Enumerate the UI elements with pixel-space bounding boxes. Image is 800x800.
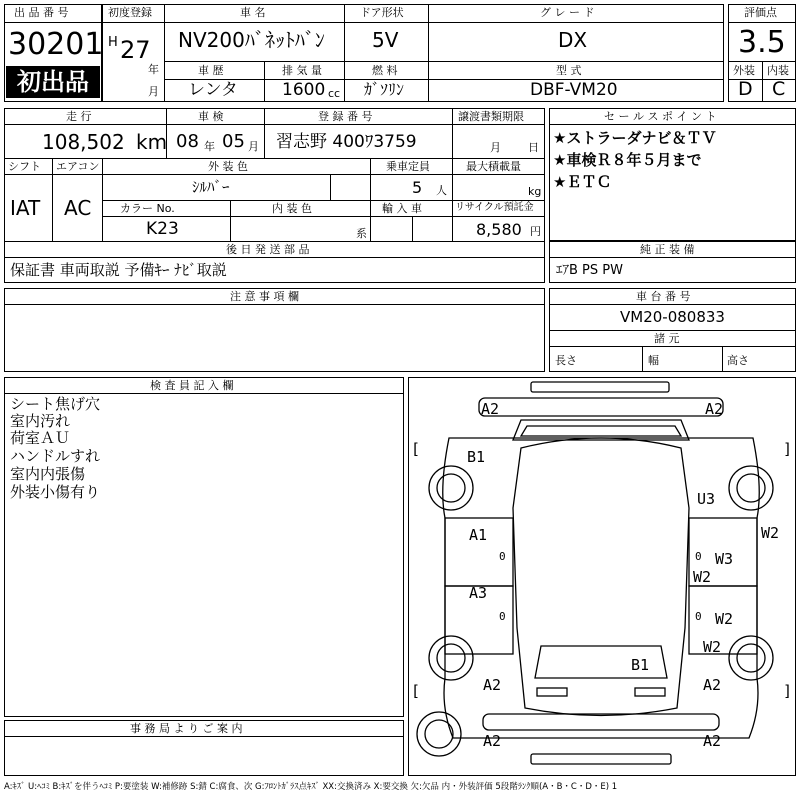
- mark-roof-rear: B1: [631, 656, 650, 674]
- door-label: ドア形状: [360, 6, 404, 19]
- later-parts-label: 後 日 発 送 部 品: [226, 243, 310, 256]
- mileage-label: 走 行: [66, 110, 92, 123]
- model-label: 型 式: [556, 64, 582, 77]
- windshield-shape: [513, 420, 689, 440]
- car-name-label: 車 名: [240, 6, 266, 19]
- load-unit: kg: [528, 185, 542, 198]
- grade: DX: [558, 28, 588, 52]
- mark-rear-bumper-left: A2: [483, 732, 502, 750]
- mark-right-door-w2: W2: [693, 568, 712, 586]
- car-outline-svg: [409, 378, 795, 775]
- color-no: K23: [146, 219, 179, 239]
- mark-zero-2: 0: [695, 550, 702, 563]
- int-grade-label: 内装: [767, 64, 789, 77]
- year-unit: 年: [148, 63, 159, 76]
- notes-label: 注 意 事 項 欄: [230, 290, 299, 303]
- fuel-label: 燃 料: [372, 64, 398, 77]
- sales-points-label: セ ー ル ス ポ イ ン ト: [604, 110, 717, 123]
- front-panel-shape: [479, 398, 723, 416]
- history-label: 車 歴: [198, 64, 224, 77]
- model: DBF-VM20: [530, 80, 618, 100]
- capacity: 5: [412, 178, 423, 197]
- era: H: [108, 35, 118, 50]
- first-reg-year: 27: [120, 36, 151, 64]
- capacity-label: 乗車定員: [386, 160, 430, 173]
- transfer-month-unit: 月: [490, 141, 501, 154]
- import-label: 輸 入 車: [382, 202, 422, 215]
- mark-rear-left: A2: [483, 676, 502, 694]
- capacity-unit: 人: [436, 184, 447, 197]
- insp-month-unit: 月: [248, 140, 259, 153]
- mark-left-fender: B1: [467, 448, 486, 466]
- door-type: 5V: [372, 28, 399, 52]
- mark-rear-bumper-right: A2: [703, 732, 722, 750]
- mark-rear-right: A2: [703, 676, 722, 694]
- wheel-front-right-shape: [729, 466, 773, 510]
- rear-bumper-shape: [483, 714, 719, 730]
- score: 3.5: [738, 25, 786, 60]
- wheel-rear-left-shape: [429, 636, 473, 680]
- chassis-number: VM20-080833: [620, 308, 725, 326]
- inspector-line-4: ハンドルすれ: [10, 447, 101, 465]
- ac-label: エアコン: [56, 160, 100, 173]
- mark-front-right: A2: [705, 400, 724, 418]
- bracket-right-bottom: ]: [783, 682, 793, 700]
- mark-zero-3: 0: [499, 610, 506, 623]
- interior-suffix: 系: [356, 227, 367, 240]
- shift: IAT: [10, 196, 41, 220]
- ext-grade: D: [738, 78, 753, 100]
- inspector-line-2: 室内汚れ: [10, 412, 71, 430]
- int-grade: C: [772, 78, 786, 100]
- transfer-day-unit: 日: [528, 141, 539, 154]
- transfer-label: 譲渡書類期限: [458, 110, 524, 123]
- mileage: 108,502: [42, 130, 125, 154]
- inspector-line-1: シート焦げ穴: [10, 395, 101, 413]
- ext-grade-label: 外装: [733, 64, 755, 77]
- mark-front-left: A2: [481, 400, 500, 418]
- spare-wheel-shape: [417, 712, 461, 756]
- height-label: 高さ: [727, 354, 749, 367]
- inspector-line-6: 外装小傷有り: [10, 483, 101, 501]
- office-label: 事 務 局 よ り ご 案 内: [130, 722, 243, 735]
- history: レンタ: [188, 80, 238, 100]
- mark-left-rear-door: A3: [469, 584, 488, 602]
- score-label: 評価点: [744, 6, 777, 19]
- mark-right-quarter: W2: [703, 638, 722, 656]
- fuel: ｶﾞｿﾘﾝ: [364, 80, 405, 99]
- reg-label: 登 録 番 号: [318, 110, 373, 123]
- shift-label: シフト: [8, 160, 41, 173]
- mark-right-door-w3: W3: [715, 550, 734, 568]
- reg-number: 習志野 400ﾜ3759: [276, 132, 417, 152]
- bracket-left-bottom: [: [411, 682, 421, 700]
- color-no-label: カラー No.: [120, 202, 175, 215]
- recycle-label: リサイクル預託金: [455, 202, 534, 213]
- lot-number: 30201: [8, 27, 104, 62]
- bracket-right-top: ]: [783, 440, 793, 458]
- wheel-front-left-shape: [429, 466, 473, 510]
- legend-footer: A:ｷｽﾞ U:ﾍｺﾐ B:ｷｽﾞを伴うﾍｺﾐ P:要塗装 W:補修跡 S:錆 C:腐食、次 G:ﾌﾛﾝﾄｶﾞﾗｽ点ｷｽﾞ XX:交換済み X:要交換 欠:欠品 内・外装評価 5段階ﾗﾝｸ順(A・B・C・D・E) 1: [4, 782, 618, 792]
- sales-point-3: ★ＥＴＣ: [553, 173, 612, 191]
- exterior-color: ｼﾙﾊﾞｰ: [192, 178, 230, 196]
- width-label: 幅: [648, 354, 659, 367]
- chassis-label: 車 台 番 号: [636, 290, 691, 303]
- sales-point-1: ★ストラーダナビ＆ＴＶ: [553, 129, 717, 147]
- spec-label: 諸 元: [654, 332, 680, 345]
- displacement: 1600: [282, 80, 326, 100]
- roof-shape: [513, 438, 689, 716]
- yen-unit: 円: [530, 225, 541, 238]
- length-label: 長さ: [555, 354, 577, 367]
- inspection-month: 05: [222, 131, 245, 152]
- insp-year-unit: 年: [204, 140, 215, 153]
- grade-label: グ レ ー ド: [540, 6, 595, 19]
- month-unit: 月: [148, 85, 159, 98]
- mark-right-rear-door: W2: [715, 610, 734, 628]
- sales-point-2: ★車検Ｒ８年５月まで: [553, 151, 702, 169]
- lot-label: 出 品 番 号: [14, 6, 69, 19]
- load-label: 最大積載量: [466, 160, 521, 173]
- first-listing-badge: 初出品: [6, 66, 100, 98]
- inspector-line-5: 室内内張傷: [10, 465, 86, 483]
- inspection-label: 車 検: [198, 110, 224, 123]
- ac: AC: [64, 196, 92, 220]
- wheel-rear-right-shape: [729, 636, 773, 680]
- first-reg-label: 初度登録: [108, 6, 152, 19]
- car-name: NV200ﾊﾞﾈｯﾄﾊﾞﾝ: [178, 28, 325, 52]
- inspector-line-3: 荷室ＡＵ: [10, 429, 71, 447]
- inspection-year: 08: [176, 131, 199, 152]
- color-label: 外 装 色: [208, 160, 248, 173]
- cc-unit: cc: [328, 87, 341, 100]
- later-parts: 保証書 車両取説 予備ｷｰ ﾅﾋﾞ取説: [10, 261, 227, 279]
- inspector-label: 検 査 員 記 入 欄: [150, 379, 234, 392]
- mark-zero-4: 0: [695, 610, 702, 623]
- interior-color-label: 内 装 色: [272, 202, 312, 215]
- km-unit: km: [136, 130, 168, 154]
- recycle-fee: 8,580: [476, 220, 522, 239]
- front-bumper-shape: [531, 382, 669, 392]
- equipment-label: 純 正 装 備: [640, 243, 695, 256]
- mark-left-front-door: A1: [469, 526, 488, 544]
- damage-diagram: [408, 377, 796, 776]
- mark-right-fender: U3: [697, 490, 716, 508]
- mark-right-pillar: W2: [761, 524, 780, 542]
- mark-zero-1: 0: [499, 550, 506, 563]
- equipment: ｴｱB PS PW: [556, 263, 623, 278]
- bracket-left-top: [: [411, 440, 421, 458]
- displacement-label: 排 気 量: [282, 64, 322, 77]
